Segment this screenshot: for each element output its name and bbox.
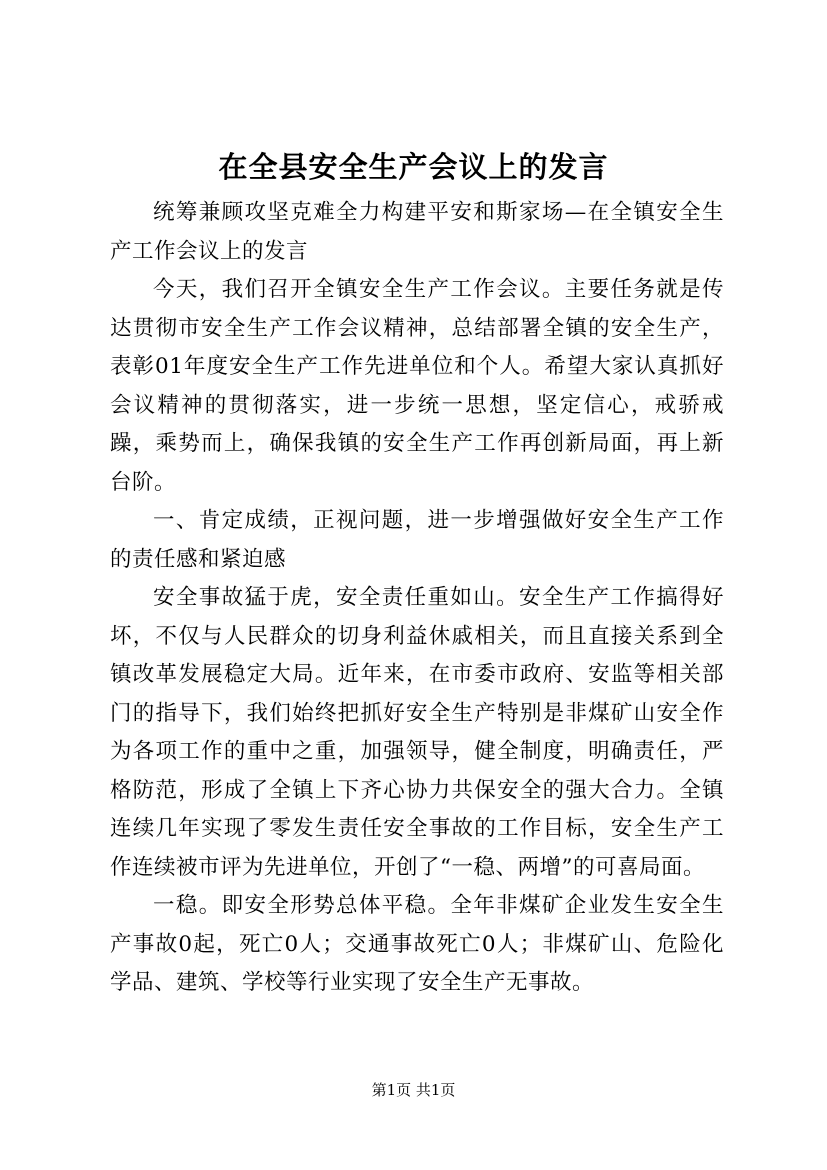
paragraph-intro: 今天，我们召开全镇安全生产工作会议。主要任务就是传达贯彻市安全生产工作会议精神，总结部署全镇的安全生产，表彰01年度安全生产工作先进单位和个人。希望大家认真抓好会议精神的贯彻落实，进一步统一思想，坚定信心，戒骄戒躁，乘势而上，确保我镇的安全生产工作再创新局面，再上新台阶。 [110, 277, 724, 495]
paragraph-achievements: 安全事故猛于虎，安全责任重如山。安全生产工作搞得好坏，不仅与人民群众的切身利益休戚相关，而且直接关系到全镇改革发展稳定大局。近年来，在市委市政府、安监等相关部门的指导下，我们始终把抓好安全生产特别是非煤矿山安全作为各项工作的重中之重，加强领导，健全制度，明确责任，严格防范，形成了全镇上下齐心协力共保安全的强大合力。全镇连续几年实现了零发生责任安全事故的工作目标，安全生产工作连续被市评为先进单位，开创了“一稳、两增”的可喜局面。 [110, 585, 724, 880]
paragraph-section-heading: 一、肯定成绩，正视问题，进一步增强做好安全生产工作的责任感和紧迫感 [110, 508, 724, 572]
paragraph-stability: 一稳。即安全形势总体平稳。全年非煤矿企业发生安全生产事故0起，死亡0人；交通事故死亡0人；非煤矿山、危险化学品、建筑、学校等行业实现了安全生产无事故。 [110, 893, 724, 995]
page-footer: 第1页 共1页 [371, 1081, 456, 1099]
paragraph-subtitle: 统筹兼顾攻坚克难全力构建平安和斯家场—在全镇安全生产工作会议上的发言 [110, 200, 724, 264]
document-body [110, 194, 724, 1003]
document-title: 在全县安全生产会议上的发言 [218, 150, 609, 184]
